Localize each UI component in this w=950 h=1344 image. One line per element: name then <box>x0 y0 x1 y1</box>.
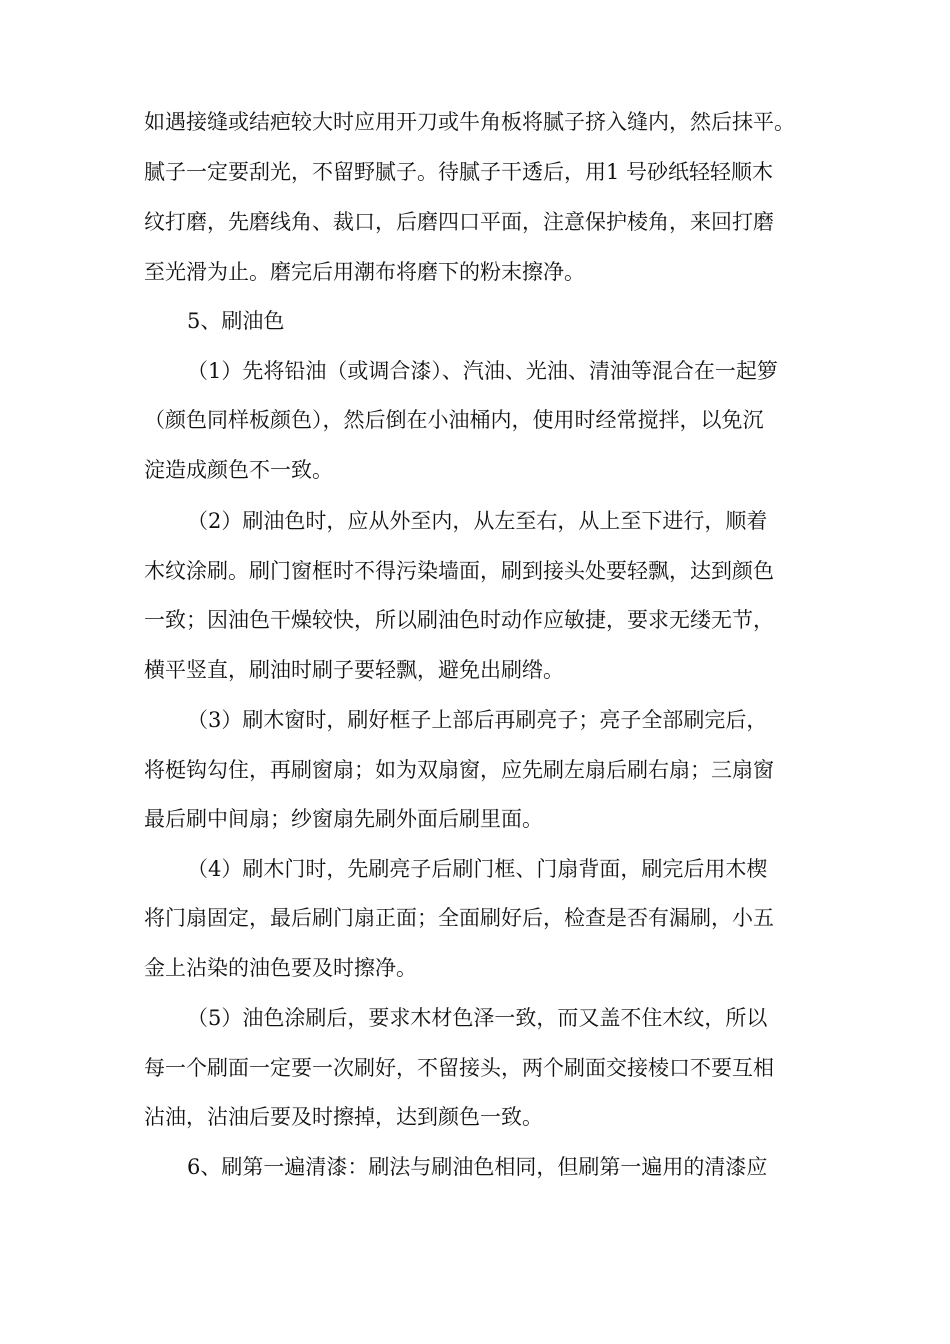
text-line: 至光滑为止。磨完后用潮布将磨下的粉末擦净。 <box>144 260 585 284</box>
text-line: （3）刷木窗时，刷好框子上部后再刷亮子；亮子全部刷完后， <box>187 708 768 732</box>
text-line: 金上沾染的油色要及时擦净。 <box>144 956 417 980</box>
section-heading: 5、刷油色 <box>187 309 285 333</box>
text-line: （4）刷木门时，先刷亮子后刷门框、门扇背面，刷完后用木楔 <box>187 857 768 881</box>
text-line: （1）先将铅油（或调合漆）、汽油、光油、清油等混合在一起箩 <box>187 359 778 383</box>
text-line: 最后刷中间扇；纱窗扇先刷外面后刷里面。 <box>144 807 543 831</box>
text-line: 每一个刷面一定要一次刷好，不留接头，两个刷面交接棱口不要互相 <box>144 1056 774 1080</box>
text-line: 将梃钩勾住，再刷窗扇；如为双扇窗，应先刷左扇后刷右扇；三扇窗 <box>144 758 774 782</box>
text-line: 一致；因油色干燥较快，所以刷油色时动作应敏捷，要求无缕无节， <box>144 608 774 632</box>
text-line: 木纹涂刷。刷门窗框时不得污染墙面，刷到接头处要轻飘，达到颜色 <box>144 559 774 583</box>
text-line: 纹打磨，先磨线角、裁口，后磨四口平面，注意保护棱角，来回打磨 <box>144 210 774 234</box>
text-line: （2）刷油色时，应从外至内，从左至右，从上至下进行，顺着 <box>187 509 768 533</box>
text-line: 腻子一定要刮光，不留野腻子。待腻子干透后，用1 号砂纸轻轻顺木 <box>144 160 774 184</box>
text-line: 横平竖直，刷油时刷子要轻飘，避免出刷绺。 <box>144 658 564 682</box>
text-line: 如遇接缝或结疤较大时应用开刀或牛角板将腻子挤入缝内，然后抹平。 <box>144 110 795 134</box>
section-heading: 6、刷第一遍清漆：刷法与刷油色相同，但刷第一遍用的清漆应 <box>187 1155 768 1179</box>
text-line: 将门扇固定，最后刷门扇正面；全面刷好后，检查是否有漏刷，小五 <box>144 906 774 930</box>
text-line: 沾油，沾油后要及时擦掉，达到颜色一致。 <box>144 1105 543 1129</box>
text-line: （颜色同样板颜色），然后倒在小油桶内，使用时经常搅拌，以免沉 <box>144 408 764 432</box>
text-line: 淀造成颜色不一致。 <box>144 458 333 482</box>
text-line: （5）油色涂刷后，要求木材色泽一致，而又盖不住木纹，所以 <box>187 1006 768 1030</box>
